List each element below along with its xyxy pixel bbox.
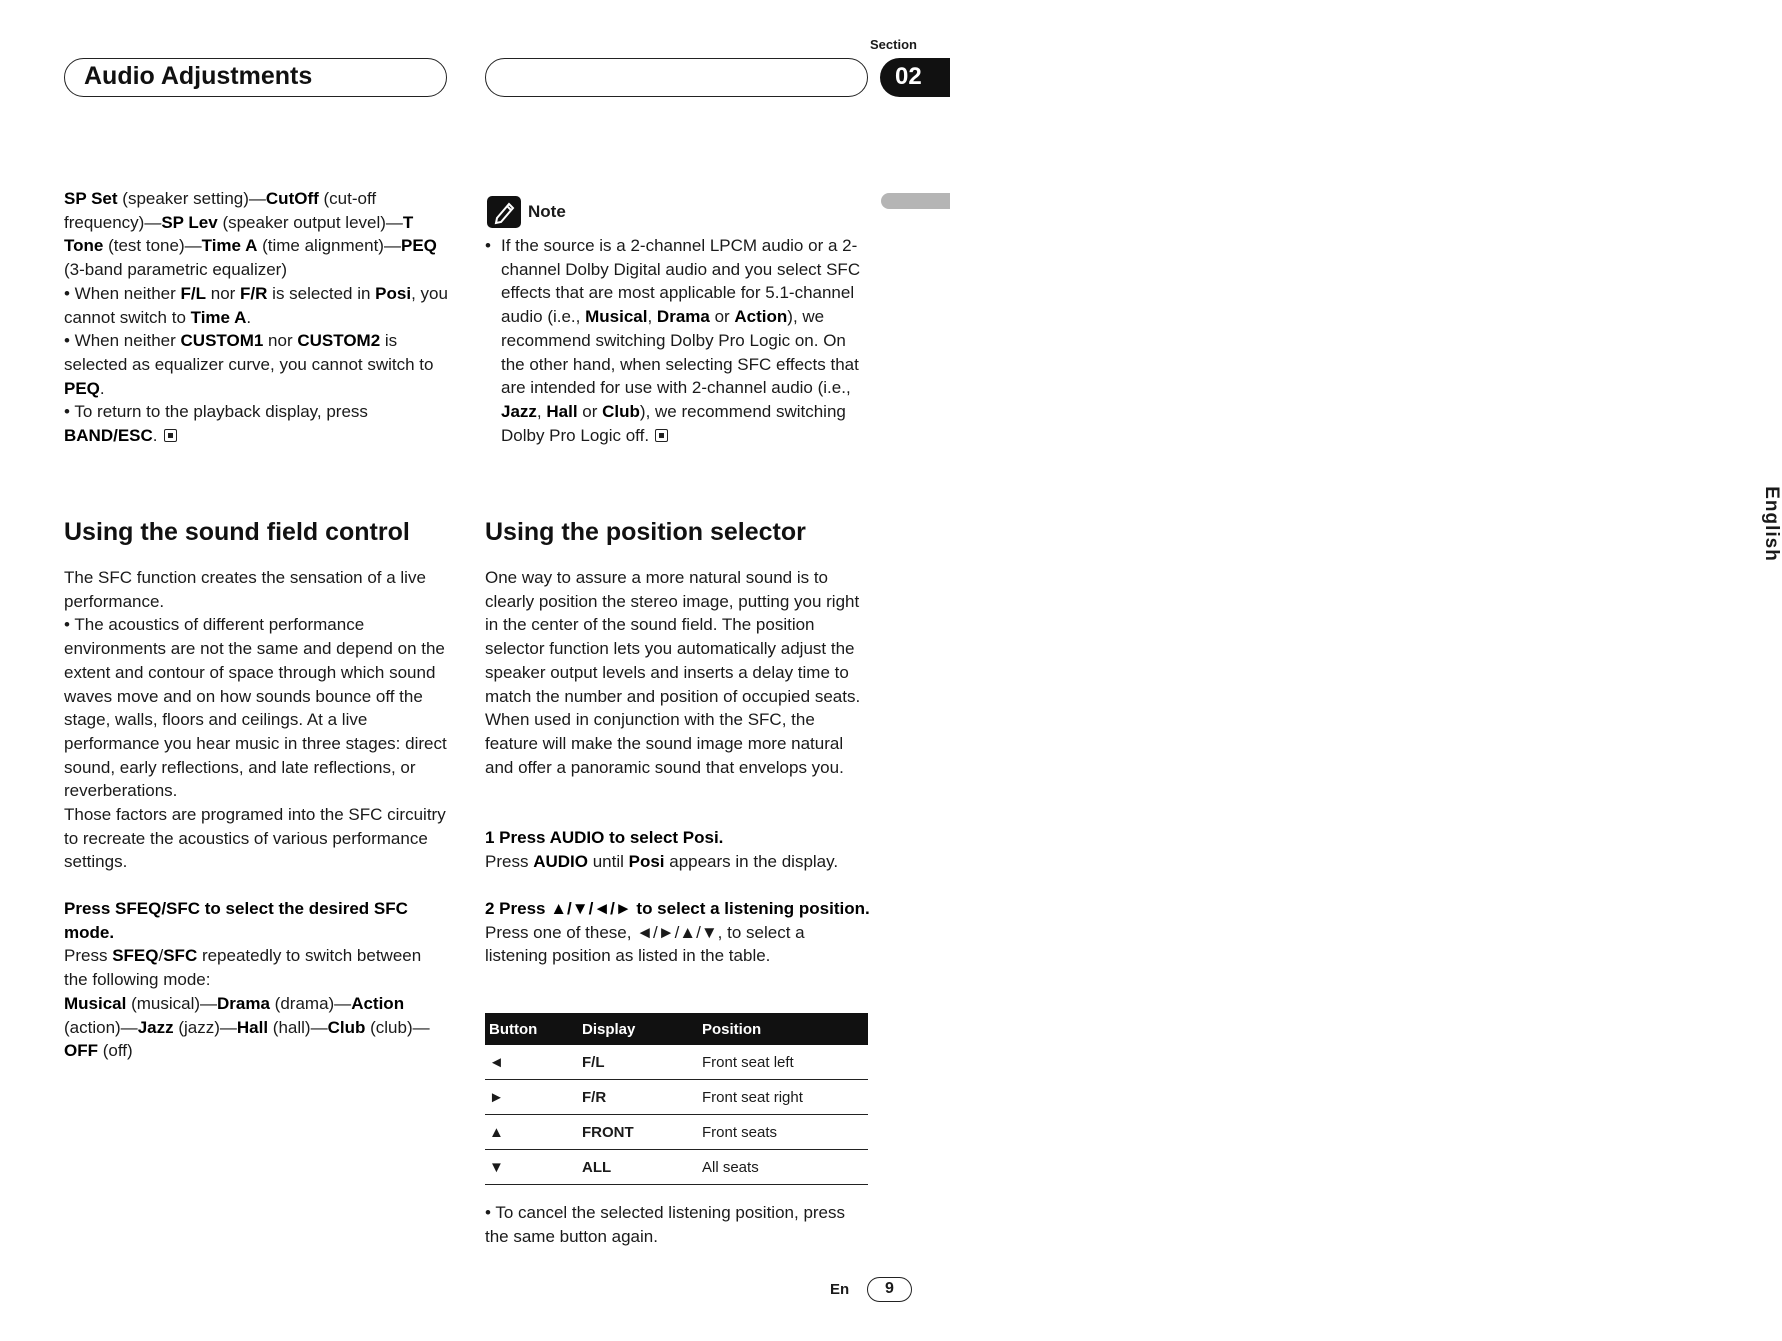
step1-heading: 1 Press AUDIO to select Posi. bbox=[485, 828, 724, 847]
cell-display: ALL bbox=[578, 1150, 698, 1185]
menu-sequence: SP Set (speaker setting)—CutOff (cut-off frequency)—SP Lev (speaker output level)—T Tone (test tone)—Time A (time alignment)—PEQ (3-band parametric equalizer) bbox=[64, 189, 437, 280]
chapter-title: Audio Adjustments bbox=[84, 62, 313, 90]
cell-display: F/L bbox=[578, 1045, 698, 1080]
cancel-note: • To cancel the selected listening position, press the same button again. bbox=[485, 1203, 846, 1246]
sfc-step bbox=[64, 897, 449, 1063]
step2-body: Press one of these, ◄/►/▲/▼, to select a listening position as listed in the table. bbox=[485, 922, 805, 966]
table-row bbox=[485, 1115, 868, 1150]
note-label: Note bbox=[528, 202, 566, 221]
header-button: Button bbox=[485, 1013, 578, 1045]
note-body bbox=[485, 234, 870, 447]
cell-position: Front seats bbox=[698, 1115, 868, 1150]
section-number-badge bbox=[880, 58, 950, 97]
note-text-content: If the source is a 2-channel LPCM audio or a 2-channel Dolby Digital audio and you select SFC effects that are most applicable for 5.1-channel audio (i.e., Musical, Drama or Action), we recommend switching Dolby Pro Logic on. On the other hand, when selecting SFC effects that are intended for use with 2-channel audio (i.e., Jazz, Hall or Club), we recommend switching Dolby Pro Logic off. bbox=[501, 236, 861, 445]
sfc-para-acoustics: • The acoustics of different performance environments are not the same and depend on the extent and contour of space through which sound waves move and on how sounds bounce off the stage, walls, floors and ceilings. At a live performance you hear music in three stages: direct sound, early reflections, and late reflections, or reverberations. bbox=[64, 615, 447, 801]
position-table bbox=[485, 1013, 868, 1185]
step2-heading: 2 Press ▲/▼/◄/► to select a listening position. bbox=[485, 899, 870, 918]
position-step2 bbox=[485, 897, 870, 968]
note-pencil-icon bbox=[487, 196, 521, 228]
section-number: 02 bbox=[895, 63, 922, 90]
position-intro: One way to assure a more natural sound is to clearly position the stereo image, putting you right in the center of the sound field. The position selector function lets you automatically adjust the speaker output levels and inserts a delay time to match the number and position of occupied seats. When used in conjunction with the SFC, the feature will make the sound image more natural and offer a panoramic sound that envelops you. bbox=[485, 568, 861, 777]
language-tab-bar bbox=[881, 193, 950, 209]
table-row bbox=[485, 1045, 868, 1080]
header-blank-frame bbox=[485, 58, 868, 97]
cell-button: ▲ bbox=[485, 1115, 578, 1150]
sfc-mode-sequence: Musical (musical)—Drama (drama)—Action (action)—Jazz (jazz)—Hall (hall)—Club (club)—OFF (off) bbox=[64, 993, 430, 1061]
language-tab-label: English bbox=[1761, 486, 1782, 562]
bullet-return bbox=[64, 400, 449, 447]
position-step1 bbox=[485, 826, 870, 873]
end-mark-icon bbox=[164, 429, 177, 442]
sfc-step-body: Press SFEQ/SFC repeatedly to switch between the following mode: bbox=[64, 946, 422, 990]
sfc-para-factors: Those factors are programed into the SFC circuitry to recreate the acoustics of various performance settings. bbox=[64, 805, 446, 872]
cell-button: ◄ bbox=[485, 1045, 578, 1080]
cell-position: Front seat left bbox=[698, 1045, 868, 1080]
sfc-para-intro: The SFC function creates the sensation of a live performance. bbox=[64, 568, 426, 611]
chapter-title-frame bbox=[64, 58, 447, 97]
position-heading: Using the position selector bbox=[485, 518, 806, 546]
bullet-custom: • When neither CUSTOM1 nor CUSTOM2 is selected as equalizer curve, you cannot switch to PEQ. bbox=[64, 331, 434, 398]
cell-button: ▼ bbox=[485, 1150, 578, 1185]
menu-sequence-block bbox=[64, 187, 449, 448]
page-number-badge bbox=[867, 1277, 912, 1302]
cell-display: FRONT bbox=[578, 1115, 698, 1150]
note-text bbox=[501, 234, 870, 447]
sfc-step-heading: Press SFEQ/SFC to select the desired SFC mode. bbox=[64, 899, 408, 942]
cell-position: Front seat right bbox=[698, 1080, 868, 1115]
header-display: Display bbox=[578, 1013, 698, 1045]
footer-language: En bbox=[830, 1281, 850, 1298]
bullet-return-text: • To return to the playback display, press BAND/ESC. bbox=[64, 402, 368, 446]
section-label: Section bbox=[870, 37, 917, 52]
end-mark-icon bbox=[655, 429, 668, 442]
page-number: 9 bbox=[885, 1280, 894, 1297]
cell-position: All seats bbox=[698, 1150, 868, 1185]
cell-display: F/R bbox=[578, 1080, 698, 1115]
table-header-row bbox=[485, 1013, 868, 1045]
note-bullet: • bbox=[485, 236, 491, 255]
table-row bbox=[485, 1150, 868, 1185]
sfc-heading: Using the sound field control bbox=[64, 518, 410, 546]
step1-body: Press AUDIO until Posi appears in the display. bbox=[485, 851, 839, 871]
header-position: Position bbox=[698, 1013, 868, 1045]
table-row bbox=[485, 1080, 868, 1115]
sfc-body bbox=[64, 566, 449, 874]
cell-button: ► bbox=[485, 1080, 578, 1115]
bullet-posi: • When neither F/L nor F/R is selected in Posi, you cannot switch to Time A. bbox=[64, 283, 448, 327]
